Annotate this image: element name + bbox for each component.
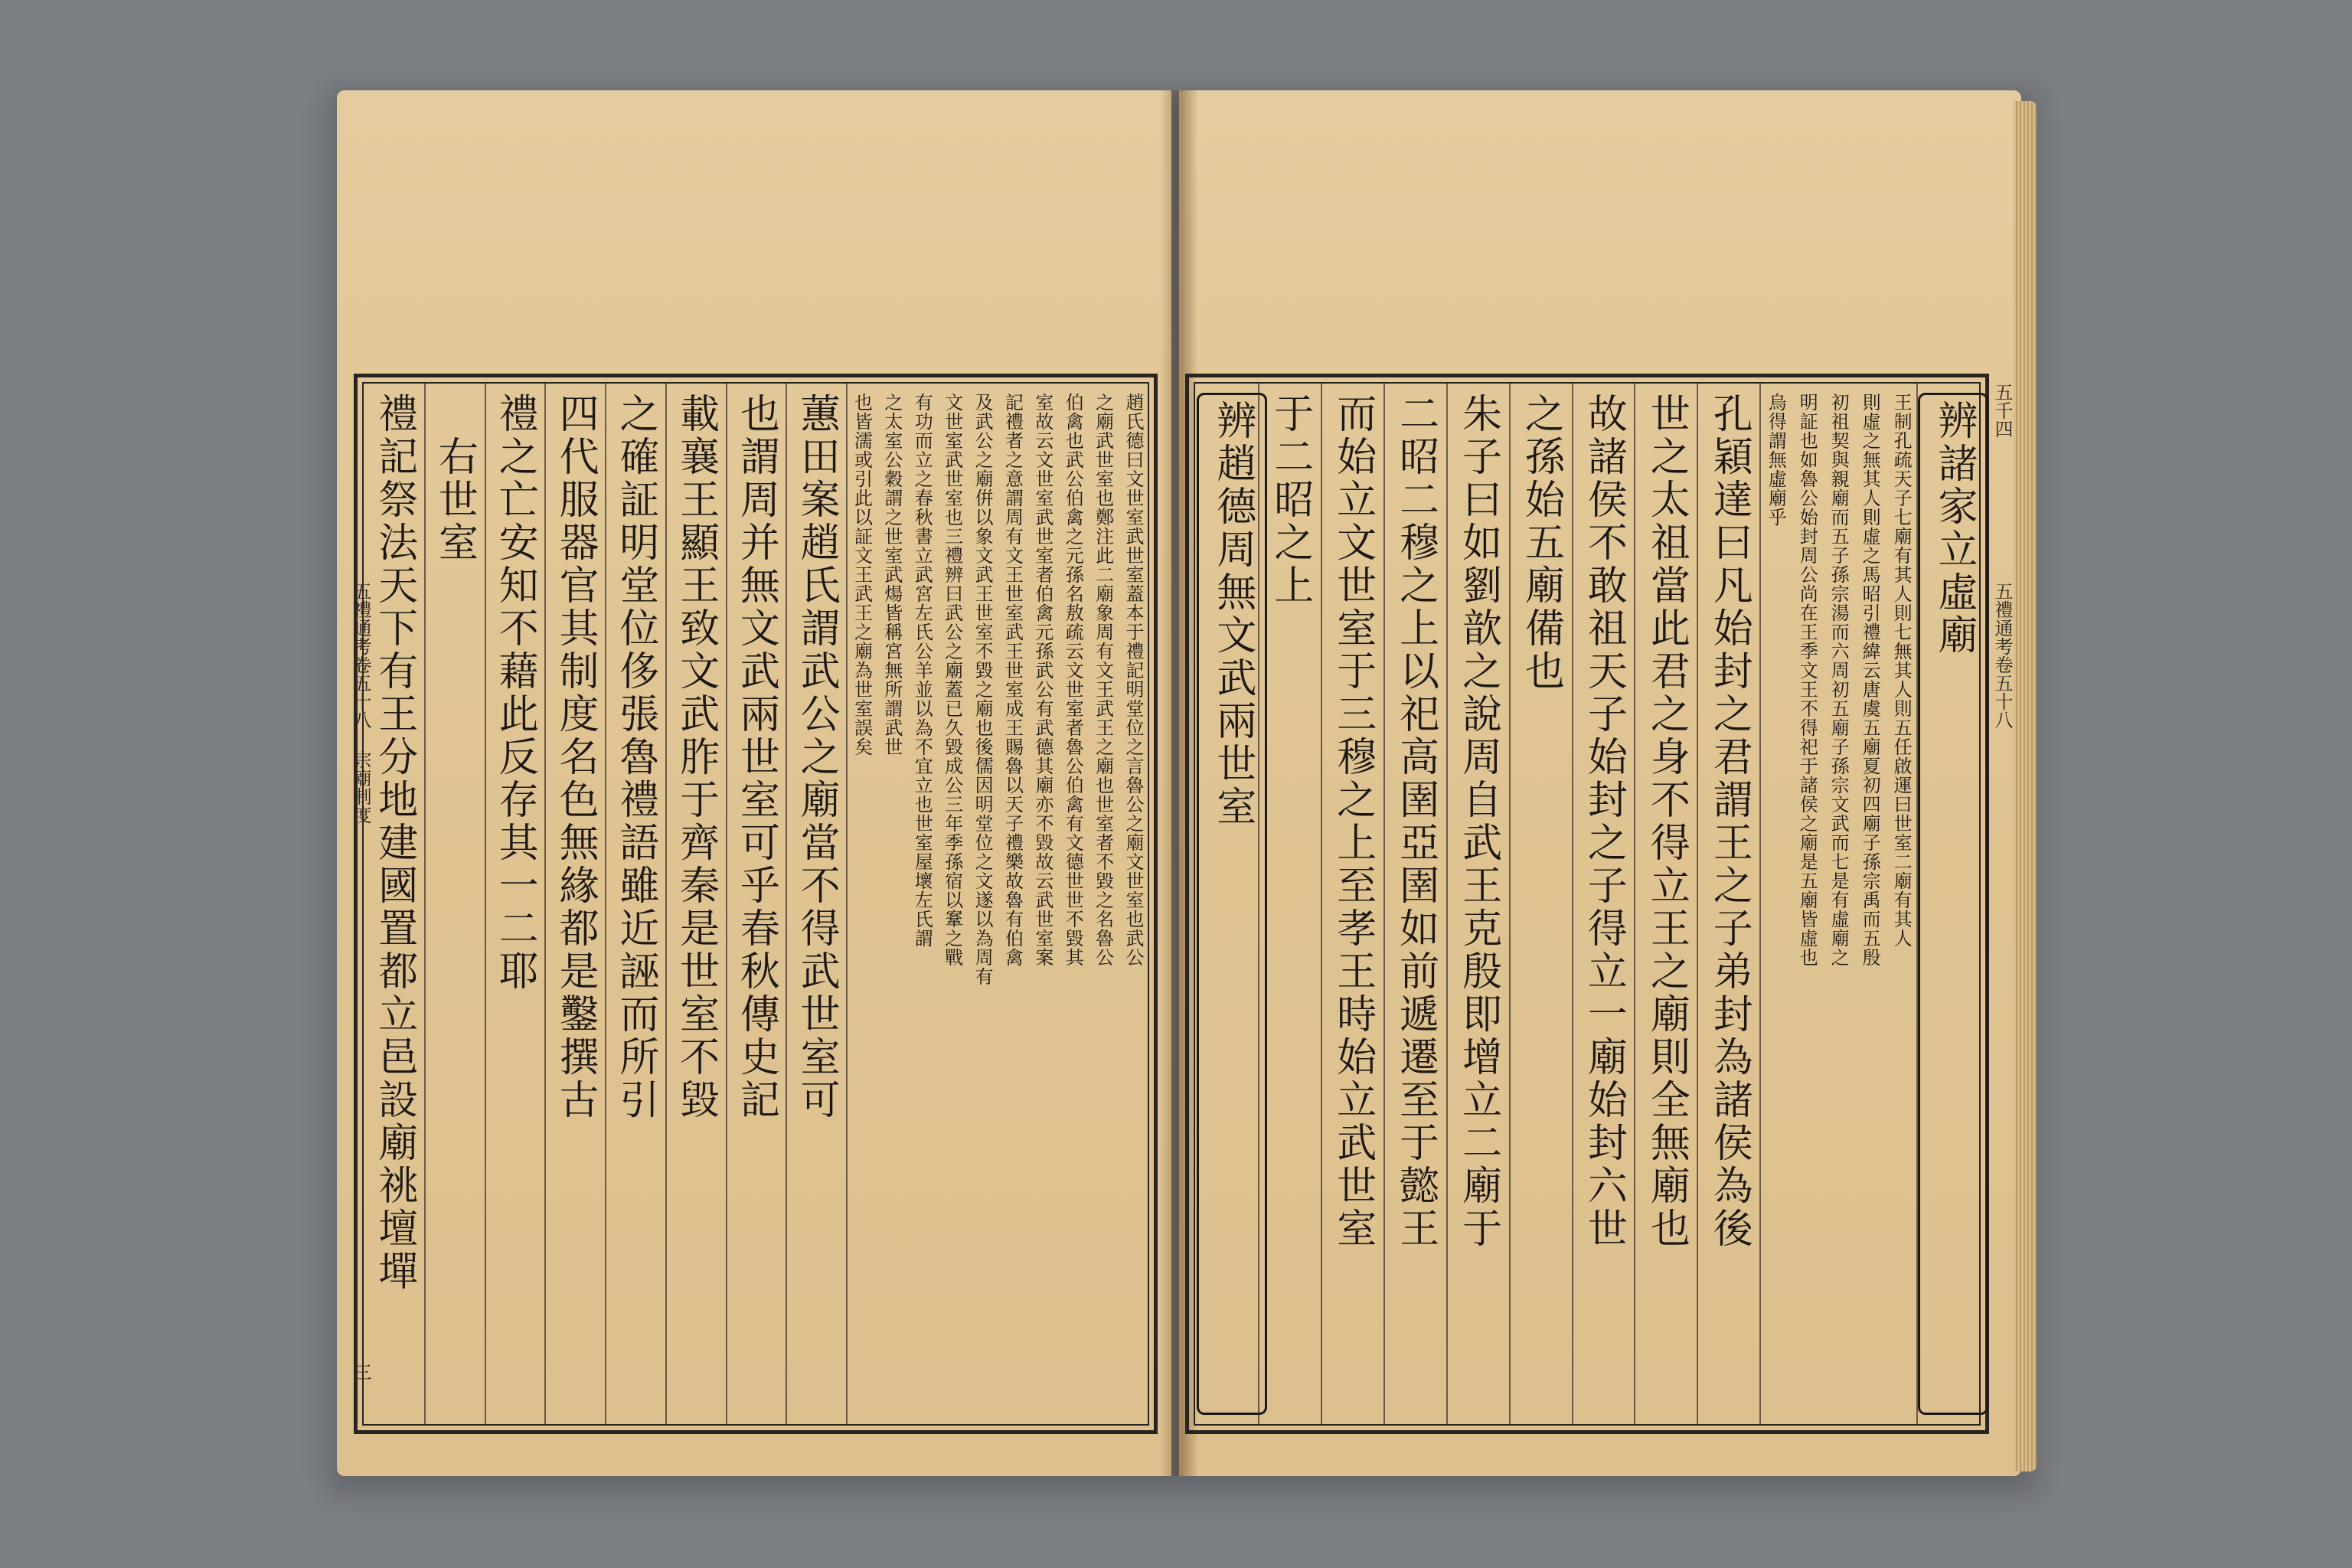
left-page-column: 四代服器官其制度名色無緣都是鑿撰古 (552, 393, 599, 1122)
right-page-column: 故諸侯不敢祖天子始封之子得立一廟始封六世 (1580, 393, 1627, 1250)
left-page-column: 文世室武世室也三禮辨曰武公之廟蓋已久毀成公三年季孫宿以鞌之戰 (941, 393, 963, 967)
left-page-column: 之太室公穀謂之世室武煬皆稱宮無所謂武世 (880, 393, 903, 756)
left-page-column: 趙氏德曰文世室武世室蓋本于禮記明堂位之言魯公之廟文世室也武公 (1122, 393, 1144, 967)
left-page-column: 之廟武世室也鄭注此二廟象周有文王武王之廟也世室者不毀之名魯公 (1092, 393, 1114, 967)
left-page-column: 之確証明堂位侈張魯禮語雖近誣而所引 (612, 393, 658, 1122)
column-rule (1979, 384, 1981, 1424)
right-page-column: 辨趙德周無文武兩世室 (1197, 393, 1267, 1415)
left-page-column: 也皆濡或引此以証文王武王之廟為世室誤矣 (851, 393, 873, 756)
right-page-column: 王制孔疏天子七廟有其人則七無其人則五任啟運曰世室二廟有其人 (1890, 393, 1913, 948)
left-page-column: 右世室 (431, 393, 478, 564)
right-page-column: 辨諸家立虛廟 (1918, 393, 1988, 1415)
left-page-column: 室故云文世室武世室者伯禽元孫武公有武德其廟亦不毀故云武世室案 (1031, 393, 1054, 967)
right-page-column: 二昭二穆之上以祀高圉亞圉如前遞遷至于懿王 (1392, 393, 1439, 1250)
left-margin-tab: 五禮通考卷五十八 宗廟制度 (350, 582, 371, 824)
left-page-column: 禮記祭法天下有王分地建國置都立邑設廟祧壇墠 (371, 393, 417, 1293)
left-text-frame (354, 374, 1158, 1434)
right-page-column: 孔穎達曰凡始封之君謂王之子弟封為諸侯為後 (1706, 393, 1753, 1250)
left-page-column: 也謂周并無文武兩世室可乎春秋傳史記 (733, 393, 779, 1122)
left-page-column: 記禮者之意謂周有文王世室武王世室成王賜魯以天子禮樂故魯有伯禽 (1001, 393, 1024, 967)
right-page-column: 則虛之無其人則虛之馬昭引禮緯云唐虞五廟夏初四廟子孫宗禹而五殷 (1859, 393, 1881, 967)
left-frame-inner (362, 382, 1149, 1426)
right-page-column: 之孫始五廟備也 (1517, 393, 1564, 693)
right-margin-tab: 五禮通考卷五十八 (1991, 582, 2013, 729)
right-page-column: 朱子曰如劉歆之說周自武王克殷即增立二廟于 (1455, 393, 1501, 1250)
right-text-frame (1185, 374, 1989, 1434)
right-page-column: 明証也如魯公始封周公尚在王季文王不得祀于諸侯之廟是五廟皆虛也 (1796, 393, 1818, 967)
right-page-column: 于二昭之上 (1266, 393, 1313, 607)
left-page-column: 載襄王顯王致文武胙于齊秦是世室不毀 (672, 393, 719, 1122)
left-page-number: 三 (350, 1363, 371, 1381)
right-frame-inner (1194, 382, 1981, 1426)
left-page-column: 伯禽也武公伯禽之元孫名敖疏云文世室者魯公伯禽有文德世世不毀其 (1062, 393, 1084, 967)
right-page-column: 初祖契與親廟而五子孫宗湯而六周初五廟子孫宗文武而七是有虛廟之 (1828, 393, 1850, 967)
left-page-column: 禮之亡安知不藉此反存其一二耶 (492, 393, 538, 993)
right-page-column: 烏得謂無虛廟乎 (1765, 393, 1787, 527)
left-page-column: 及武公之廟倂以象文武王世室不毀之廟也後儒因明堂位之文遂以為周有 (972, 393, 994, 986)
right-folio: 五千四 (1991, 383, 2013, 438)
left-page-column: 有功而立之春秋書立武宮左氏公羊並以為不宜立也世室屋壞左氏謂 (911, 393, 933, 948)
right-page-column: 世之太祖當此君之身不得立王之廟則全無廟也 (1643, 393, 1690, 1250)
right-page-column: 而始立文世室于三穆之上至孝王時始立武世室 (1329, 393, 1376, 1250)
page-edges (2014, 101, 2037, 1472)
left-page-column: 蕙田案趙氏謂武公之廟當不得武世室可 (793, 393, 840, 1122)
